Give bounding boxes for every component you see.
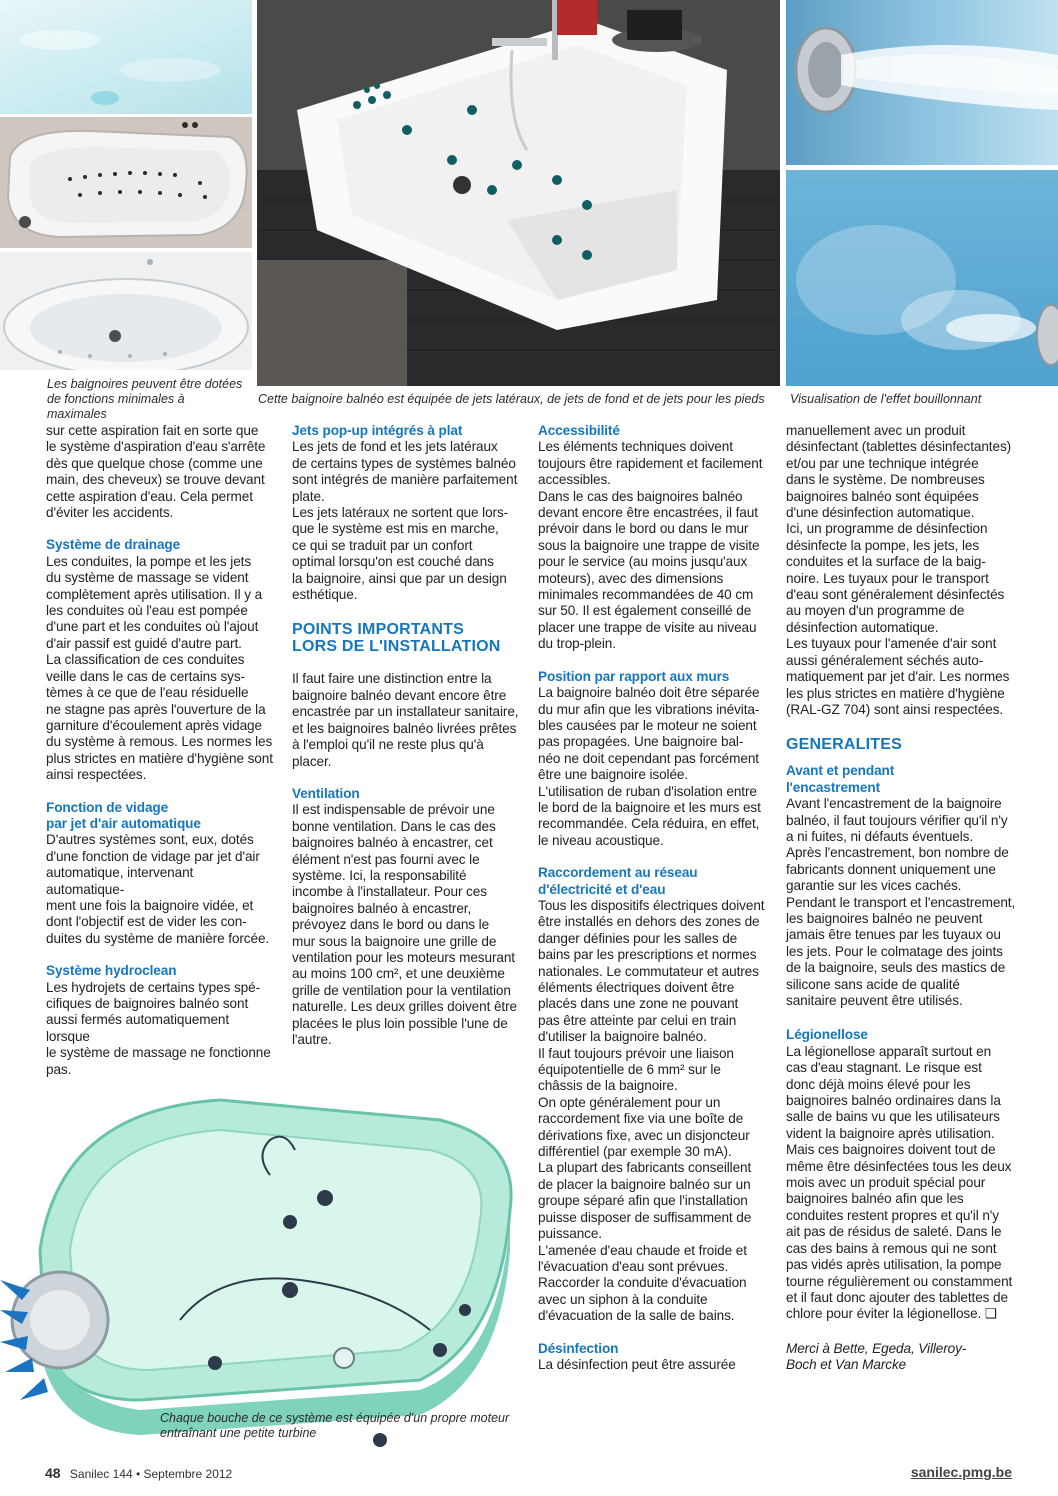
column-4 (786, 423, 1016, 1374)
caption-bottom: Chaque bouche de ce système est équipée d'un propre moteur entraînant une petite turbine (160, 1411, 510, 1440)
illustration-tub-jets (0, 1080, 530, 1460)
column-3 (538, 423, 766, 1373)
text-hydroclean: Les hydrojets de certains types spé- cifiques de baignoires balnéo sont aussi fermés automatiquement lorsque le système de massage ne fonctionne pas. (46, 979, 271, 1077)
text-desinfection: La désinfection peut être assurée (538, 1356, 736, 1372)
heading-drainage: Système de drainage (46, 537, 181, 553)
text-position-murs: La baignoire balnéo doit être séparée du mur afin que les vibrations inévita- bles causées par le moteur ne soient pas propagées. Une baignoire bal- néo ne doit cependant pas forcément être une baignoire isolée. L'utilisation de ruban d'isolation entre le bord de la baignoire et les murs est recommandée. Cela réduira, en effet, le niveau acoustique. (538, 685, 761, 848)
heading-position-murs: Position par rapport aux murs (538, 668, 730, 684)
photo-oval-tub (0, 252, 252, 370)
photo-jet-bubbles-1 (786, 0, 1058, 165)
issue-info: Sanilec 144 • Septembre 2012 (69, 1467, 233, 1481)
heading-accessibilite: Accessibilité (538, 423, 620, 438)
page-number: 48 (45, 1465, 61, 1481)
caption-left: Les baignoires peuvent être dotées de fonctions minimales à maximales (47, 377, 243, 421)
text-points-importants: Il faut faire une distinction entre la baignoire balnéo devant encore être encastrée par un installateur sanitaire, et les baignoires balnéo livrées prêtes à l'emploi qu'il ne reste plus qu'à placer. (292, 671, 519, 769)
heading-ventilation: Ventilation (292, 785, 360, 801)
caption-right: Visualisation de l'effet bouillonnant (790, 392, 982, 406)
heading-points-importants: POINTS IMPORTANTS LORS DE L'INSTALLATION (292, 621, 501, 656)
heading-desinfection: Désinfection (538, 1340, 619, 1356)
text-raccordement: Tous les dispositifs électriques doivent être installés en dehors des zones de danger définies pour les salles de bains par les prescriptions et normes nationales. Le commutateur et autres éléments électriques doivent être placés dans une zone ne pouvant pas être atteinte par celui en train d'utiliser la baignoire balnéo. Il faut toujours prévoir une liaison équipotentielle de 6 mm² sur le châssis de la baignoire. On opte généralement pour un raccordement fixe via une boîte de dérivations fixe, avec un disjoncteur différentiel (par exemple 30 mA). La plupart des fabricants conseillent de placer la baignoire balnéo sur un groupe séparé afin que l'installation puisse disposer de suffisamment de puissance. L'amenée d'eau chaude et froide et l'évacuation d'eau sont prévues. Raccorder la conduite d'évacuation avec un siphon à la conduite d'évacuation de la salle de bains. (538, 897, 765, 1324)
photo-balneo-bathroom (257, 0, 780, 386)
heading-hydroclean: Système hydroclean (46, 963, 177, 979)
text-vidage: D'autres systèmes sont, eux, dotés d'une fonction de vidage par jet d'air automatique, intervenant automatique- ment une fois la baignoire vidée, et dont l'objectif est de vider les con- duites du système de manière forcée. (46, 832, 270, 946)
heading-avant-pendant: Avant et pendant l'encastrement (786, 763, 895, 795)
heading-raccordement: Raccordement au réseau d'électricité et d'eau (538, 865, 698, 897)
column-2 (292, 423, 520, 1048)
heading-generalites: GENERALITES (786, 736, 902, 754)
heading-jets-popup: Jets pop-up intégrés à plat (292, 423, 463, 438)
column-1 (46, 423, 274, 1078)
text-desinfection-cont: manuellement avec un produit désinfectant (tablettes désinfectantes) et/ou par une technique intégrée dans le système. De nombreuses baignoires balnéo sont équipées d'une désinfection automatique. Ici, un programme de désinfection désinfecte la pompe, les jets, les conduites et la surface de la baig- noire. Les tuyaux pour le transport d'eau sont généralement désinfectés au moyen d'un programme de désinfection automatique. Les tuyaux pour l'amenée d'air sont aussi généralement séchés auto- matiquement par jet d'air. Les normes les plus strictes en matière d'hygiène (RAL-GZ 704) sont ainsi respectées. (786, 423, 1012, 717)
heading-vidage: Fonction de vidage par jet d'air automatique (46, 799, 201, 831)
photo-tub-top-view (0, 117, 252, 248)
col1-intro: sur cette aspiration fait en sorte que le système d'aspiration d'eau s'arrête dès que quelque chose (comme une main, des cheveux) se trouve devant cette aspiration d'eau. Cela permet d'éviter les accidents. (46, 423, 266, 521)
caption-center: Cette baignoire balnéo est équipée de jets latéraux, de jets de fond et de jets pour les pieds (258, 392, 765, 406)
credits: Merci à Bette, Egeda, Villeroy- Boch et Van Marcke (786, 1340, 967, 1373)
website-link[interactable]: sanilec.pmg.be (910, 1464, 1012, 1480)
footer-left (45, 1465, 232, 1481)
photo-water-surface (0, 0, 252, 114)
photo-jet-bubbles-2 (786, 170, 1058, 386)
text-avant-pendant: Avant l'encastrement de la baignoire balnéo, il faut toujours vérifier qu'il n'y a ni fuites, ni défauts éventuels. Après l'encastrement, bon nombre de fabricants donnent uniquement une garantie sur les vices cachés. Pendant le transport et l'encastrement, les baignoires balnéo ne peuvent jamais être tenues par les tuyaux ou les jets. Pour le colmatage des joints de la baignoire, seuls des mastics de silicone sans acide de qualité sanitaire peuvent être utilisés. (786, 796, 1016, 1008)
text-accessibilite: Les éléments techniques doivent toujours être rapidement et facilement accessibles. Dans le cas des baignoires balnéo devant encore être encastrées, il faut prévoir dans le bord ou dans le mur sous la baignoire une trappe de visite pour le service (au moins jusqu'aux moteurs), avec des dimensions minimales recommandées de 40 cm sur 50. Il est également conseillé de placer une trappe de visite au niveau du trop-plein. (538, 439, 763, 652)
heading-legionellose: Légionellose (786, 1027, 868, 1043)
text-legionellose: La légionellose apparaît surtout en cas d'eau stagnant. Le risque est donc déjà moins élevé pour les baignoires balnéo ordinaires dans la salle de bains vu que les utilisateurs vident la baignoire après utilisation. Mais ces baignoires doivent tout de même être désinfectées tous les deux mois avec un produit spécial pour baignoires balnéo afin que les conduites restent propres et qu'il n'y ait pas de résidus de saleté. Dans le cas des bains à remous qui ne sont pas vidés après utilisation, la pompe tourne régulièrement ou constamment et il faut donc ajouter des tablettes de chlore pour éviter la légionellose. ❑ (786, 1043, 1013, 1322)
text-drainage: Les conduites, la pompe et les jets du système de massage se vident complètement après utilisation. Il y a les conduites où l'eau est pompée d'une part et les conduites où l'ajout d'air passif est guidé d'autre part. La classification de ces conduites veille dans le cas de certains sys- tèmes à ce que de l'eau résiduelle ne stagne pas après l'ouverture de la garniture d'écoulement après vidage du système à remous. Les normes les plus strictes en matière d'hygiène sont ainsi respectées. (46, 553, 273, 783)
text-jets-popup: Les jets de fond et les jets latéraux de certains types de systèmes balnéo sont intégrés de manière parfaitement plate. Les jets latéraux ne sortent que lors- que le système est mis en marche, ce qui se traduit par un confort optimal lorsqu'on est couché dans la baignoire, ainsi que par un design esthétique. (292, 439, 518, 603)
text-ventilation: Il est indispensable de prévoir une bonne ventilation. Dans le cas des baignoires balnéo à encastrer, cet élément n'est pas fourni avec le système. Ici, la responsabilité incombe à l'installateur. Pour ces baignoires balnéo à encastrer, prévoyez dans le bord ou dans le mur sous la baignoire une grille de ventilation pour les moteurs mesurant au moins 100 cm², et une deuxième grille de ventilation pour la ventilation naturelle. Les deux grilles doivent être placées le plus loin possible l'une de l'autre. (292, 802, 517, 1047)
